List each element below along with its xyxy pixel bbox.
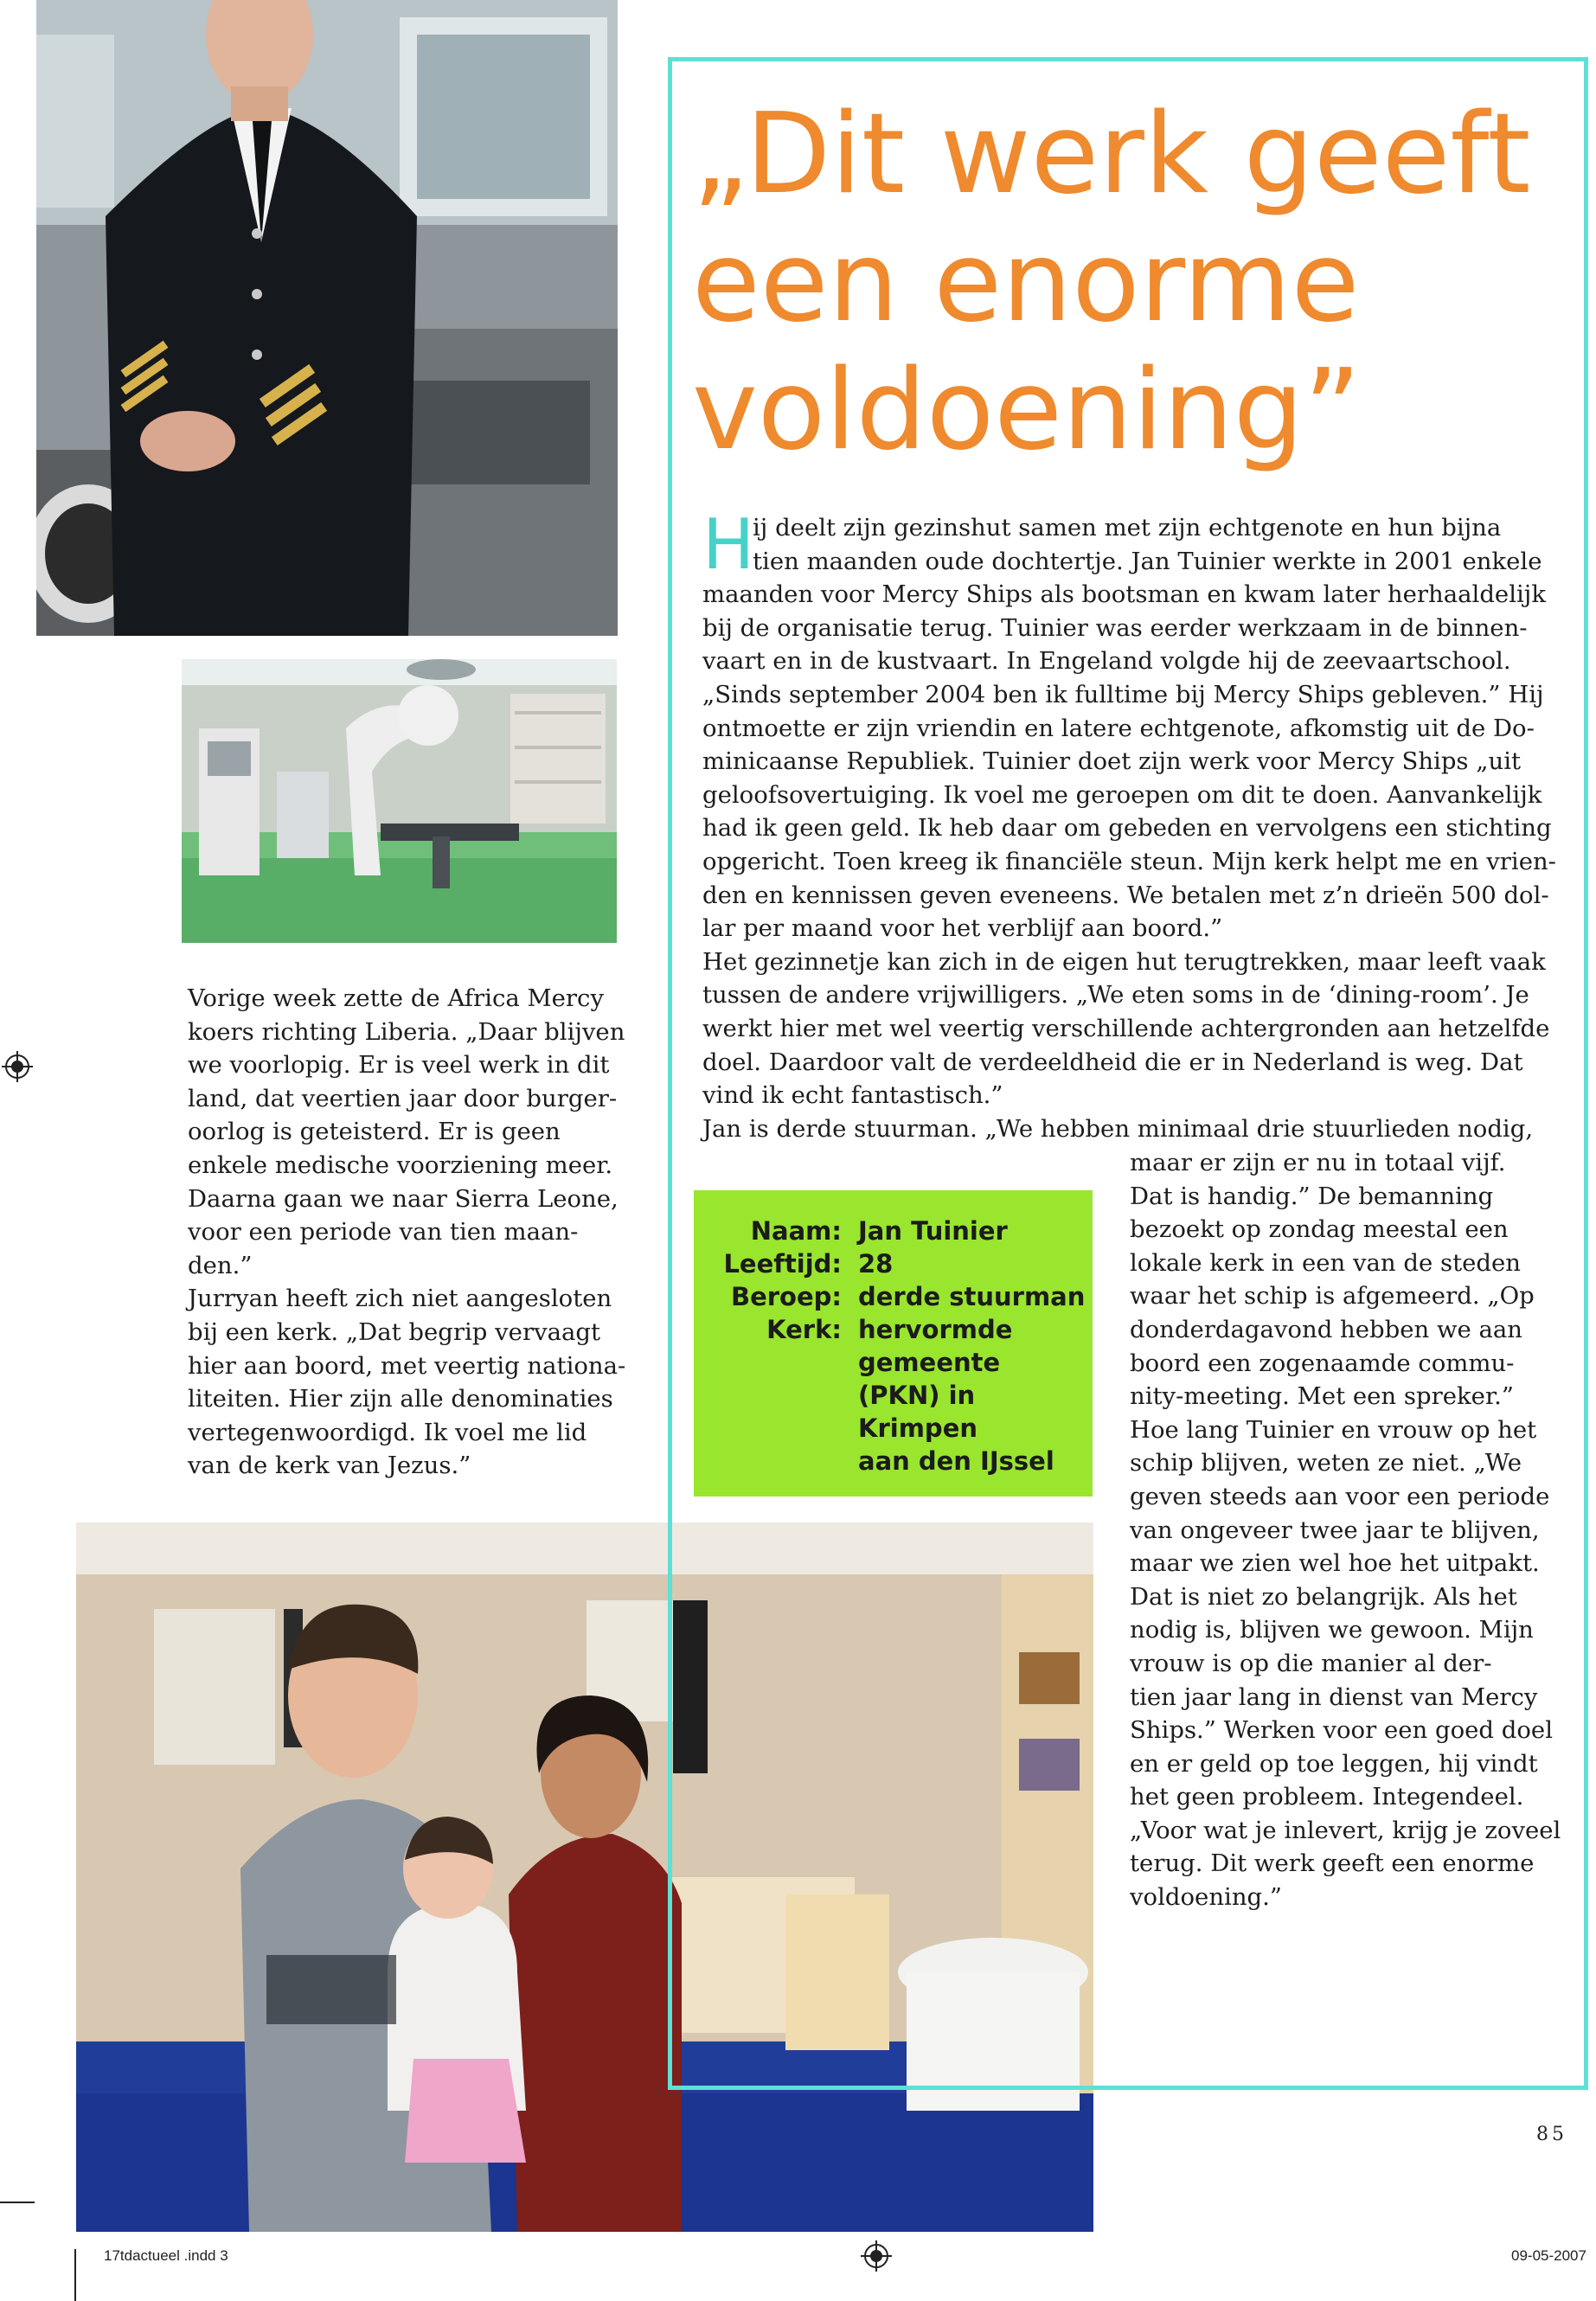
fact-value: Jan Tuinier	[858, 1216, 1008, 1246]
footer-date: 09-05-2007	[1511, 2247, 1586, 2264]
text-line: waar het schip is afgemeerd. „Op	[1130, 1282, 1535, 1311]
text-line: land, dat veertien jaar door burger-	[188, 1084, 618, 1112]
text-line: nodig is, blijven we gewoon. Mijn	[1130, 1616, 1534, 1644]
text-line: koers richting Liberia. „Daar blijven	[188, 1017, 625, 1046]
text-line: Het gezinnetje kan zich in de eigen hut terugtrekken, maar leeft vaak	[702, 947, 1546, 976]
page-number: 85	[1536, 2124, 1567, 2145]
crop-mark	[74, 2249, 76, 2301]
footer-file: 17tdactueel .indd 3	[104, 2247, 228, 2264]
text-line: oorlog is geteisterd. Er is geen	[188, 1118, 561, 1146]
text-line: we voorlopig. Er is veel werk in dit	[188, 1051, 610, 1080]
text-line: Daarna gaan we naar Sierra Leone,	[188, 1184, 619, 1213]
text-line: liteiten. Hier zijn alle denominaties	[188, 1385, 613, 1413]
captain-photo	[36, 0, 618, 636]
fact-row	[694, 1313, 1093, 1346]
text-line: lokale kerk in een van de steden	[1130, 1248, 1521, 1277]
text-line: den.”	[188, 1251, 253, 1279]
text-line: Ships.” Werken voor een goed doel	[1130, 1716, 1553, 1745]
registration-mark-icon	[861, 2240, 892, 2272]
text-line: het geen probleem. Integendeel.	[1130, 1783, 1524, 1811]
text-line: bij de organisatie terug. Tuinier was eerder werkzaam in de binnen-	[702, 613, 1528, 642]
headline-line: voldoening”	[692, 346, 1362, 475]
text-line: tussen de andere vrijwilligers. „We eten soms in de ‘dining-room’. Je	[702, 981, 1529, 1009]
text-line: vind ik echt fantastisch.”	[702, 1081, 1003, 1110]
text-line: voldoening.”	[1130, 1883, 1282, 1912]
text-line: bezoekt op zondag meestal een	[1130, 1215, 1509, 1244]
fact-row	[694, 1215, 1093, 1247]
fact-row	[694, 1247, 1093, 1280]
medical-room-photo	[182, 659, 617, 943]
fact-row	[694, 1280, 1093, 1313]
text-line: donderdagavond hebben we aan	[1130, 1315, 1523, 1343]
text-line: „Sinds september 2004 ben ik fulltime bij Mercy Ships gebleven.” Hij	[702, 680, 1544, 708]
fact-value: Krimpen	[858, 1413, 978, 1443]
text-line: opgericht. Toen kreeg ik financiële steun. Mijn kerk helpt me en vrien-	[702, 847, 1556, 875]
left-column-text	[188, 982, 638, 1483]
fact-label: Leeftijd:	[723, 1249, 842, 1279]
text-line: van ongeveer twee jaar te blijven,	[1130, 1516, 1540, 1544]
text-line: nity-meeting. Met een spreker.”	[1130, 1382, 1514, 1411]
fact-value: derde stuurman	[858, 1282, 1086, 1311]
text-line: werkt hier met wel veertig verschillende achtergronden aan hetzelfde	[702, 1014, 1550, 1042]
fact-value: 28	[858, 1249, 894, 1279]
text-line: doel. Daardoor valt de verdeeldheid die er in Nederland is weg. Dat	[702, 1048, 1523, 1076]
fact-value: hervormde	[858, 1315, 1013, 1344]
text-line: tien jaar lang in dienst van Mercy	[1130, 1682, 1538, 1711]
headline	[692, 91, 1574, 475]
fact-value: (PKN) in	[858, 1381, 976, 1410]
fact-box	[694, 1190, 1093, 1497]
text-line: en er geld op toe leggen, hij vindt	[1130, 1749, 1538, 1778]
drop-cap: H	[702, 504, 755, 585]
registration-mark-icon	[2, 1051, 33, 1082]
text-line: maar er zijn er nu in totaal vijf.	[1130, 1149, 1506, 1176]
fact-value: gemeente	[858, 1348, 1001, 1377]
fact-row	[694, 1445, 1093, 1477]
fact-row	[694, 1379, 1093, 1412]
text-line: tien maanden oude dochtertje. Jan Tuinier werkte in 2001 enkele	[753, 547, 1542, 575]
text-line: Dat is handig.” De bemanning	[1130, 1182, 1494, 1210]
text-line: ij deelt zijn gezinshut samen met zijn echtgenote en hun bijna	[753, 514, 1502, 542]
text-line: vrouw is op die manier al der-	[1130, 1649, 1492, 1677]
text-line: den en kennissen geven eveneens. We betalen met z’n drieën 500 dol-	[702, 881, 1549, 909]
text-line: Jurryan heeft zich niet aangesloten	[188, 1285, 612, 1313]
text-line: maar we zien wel hoe het uitpakt.	[1130, 1549, 1540, 1578]
text-line: geven steeds aan voor een periode	[1130, 1482, 1550, 1510]
text-line: Dat is niet zo belangrijk. Als het	[1130, 1582, 1517, 1611]
text-line: schip blijven, weten ze niet. „We	[1130, 1449, 1522, 1477]
text-line: voor een periode van tien maan-	[188, 1218, 579, 1247]
text-line: „Voor wat je inlevert, krijg je zoveel	[1130, 1816, 1561, 1844]
fact-row	[694, 1412, 1093, 1445]
text-line: Hoe lang Tuinier en vrouw op het	[1130, 1415, 1537, 1444]
text-line: terug. Dit werk geeft een enorme	[1130, 1849, 1535, 1878]
main-text	[702, 504, 1576, 1145]
text-line: enkele medische voorziening meer.	[188, 1150, 613, 1179]
text-line: vaart en in de kustvaart. In Engeland volgde hij de zeevaartschool.	[702, 647, 1511, 676]
text-line: bij een kerk. „Dat begrip vervaagt	[188, 1317, 601, 1346]
text-line: had ik geen geld. Ik heb daar om gebeden en vervolgens een stichting	[702, 814, 1552, 843]
fact-label: Kerk:	[766, 1315, 842, 1344]
text-line: ontmoette er zijn vriendin en latere echtgenote, afkomstig uit de Do-	[702, 714, 1535, 742]
crop-mark	[0, 2202, 35, 2203]
text-line: van de kerk van Jezus.”	[188, 1452, 471, 1480]
fact-row	[694, 1346, 1093, 1379]
text-line: hier aan boord, met veertig nationa-	[188, 1351, 626, 1380]
headline-line: een enorme	[692, 218, 1360, 347]
fact-label: Naam:	[750, 1216, 842, 1246]
text-line: Vorige week zette de Africa Mercy	[188, 984, 604, 1012]
headline-line: „Dit werk geeft	[692, 90, 1531, 219]
text-line: vertegenwoordigd. Ik voel me lid	[188, 1418, 587, 1446]
right-column-text	[1130, 1146, 1580, 1914]
text-line: Jan is derde stuurman. „We hebben minimaal drie stuurlieden nodig,	[702, 1114, 1534, 1143]
fact-value: aan den IJssel	[858, 1446, 1054, 1476]
text-line: lar per maand voor het verblijf aan boord.”	[702, 914, 1223, 943]
text-line: maanden voor Mercy Ships als bootsman en kwam later herhaaldelijk	[702, 580, 1546, 609]
text-line: boord een zogenaamde commu-	[1130, 1349, 1515, 1377]
text-line: geloofsovertuiging. Ik voel me geroepen om dit te doen. Aanvankelijk	[702, 780, 1542, 809]
fact-label: Beroep:	[730, 1282, 842, 1311]
text-line: minicaanse Republiek. Tuinier doet zijn werk voor Mercy Ships „uit	[702, 747, 1522, 776]
